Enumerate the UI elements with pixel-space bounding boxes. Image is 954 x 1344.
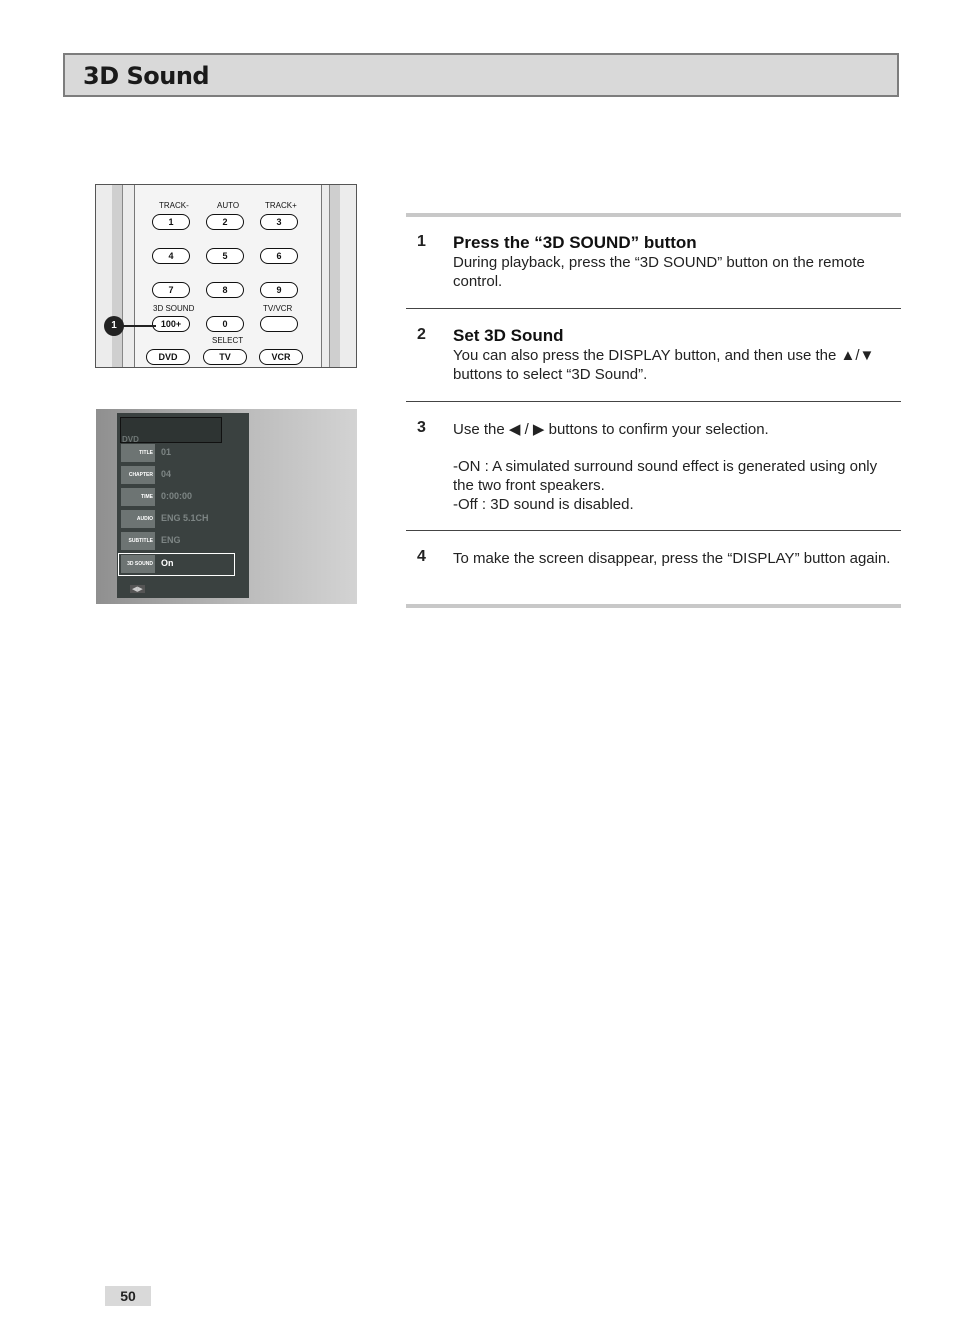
label-select: SELECT [212, 336, 244, 345]
label-track-minus: TRACK- [159, 201, 189, 210]
left-right-arrows-icon: ◀▶ [132, 586, 143, 593]
osd-value: 04 [161, 469, 172, 479]
osd-value: On [161, 558, 174, 568]
step-text: To make the screen disappear, press the “DISPLAY” button again. [453, 550, 891, 567]
step-number: 3 [417, 419, 426, 436]
step-option-on: -ON : A simulated surround sound effect is generated using only the two front speakers. [453, 458, 878, 494]
remote-body [134, 184, 322, 368]
step-content [453, 326, 893, 384]
step-content [453, 549, 893, 568]
step-1 [406, 217, 901, 308]
osd-value: ENG 5.1CH [161, 513, 209, 523]
remote-button-tv: TV [203, 349, 247, 365]
page-number: 50 [105, 1286, 151, 1306]
chapter-icon: CHAPTER [121, 466, 155, 484]
subtitle-icon: SUBTITLE [121, 532, 155, 550]
step-number: 4 [417, 548, 426, 565]
step-option-off: -Off : 3D sound is disabled. [453, 496, 634, 513]
step-text: You can also press the DISPLAY button, and then use the ▲/▼ buttons to select “3D Sound”. [453, 347, 875, 383]
remote-button-1: 1 [152, 214, 190, 230]
remote-button-3d-sound: 100+ [152, 316, 190, 332]
step-2 [406, 309, 901, 401]
remote-button-7: 7 [152, 282, 190, 298]
audio-icon: AUDIO [121, 510, 155, 528]
step-text: Use the ◀ / ▶ buttons to confirm your selection. [453, 421, 769, 438]
step-text: During playback, press the “3D SOUND” button on the remote control. [453, 254, 865, 290]
clock-icon: TIME [121, 488, 155, 506]
osd-source-label: DVD [122, 435, 139, 444]
osd-value: ENG [161, 535, 181, 545]
remote-button-6: 6 [260, 248, 298, 264]
osd-row-time [119, 487, 235, 507]
step-title: Press the “3D SOUND” button [453, 233, 697, 252]
osd-screenshot [96, 409, 357, 604]
remote-button-3: 3 [260, 214, 298, 230]
3d-sound-icon: 3D SOUND [121, 555, 155, 573]
step-4 [406, 531, 901, 604]
step-number: 1 [417, 233, 426, 250]
remote-button-2: 2 [206, 214, 244, 230]
remote-button-4: 4 [152, 248, 190, 264]
page-title: 3D Sound [83, 62, 210, 90]
callout-pointer [122, 325, 156, 327]
title-bar [63, 53, 899, 97]
osd-menu [117, 413, 249, 598]
osd-row-title [119, 443, 235, 463]
step-3 [406, 402, 901, 530]
label-track-plus: TRACK+ [265, 201, 297, 210]
step-number: 2 [417, 326, 426, 343]
step-content [453, 233, 893, 291]
steps-list [406, 213, 901, 608]
remote-button-5: 5 [206, 248, 244, 264]
remote-illustration [95, 184, 357, 368]
osd-value: 0:00:00 [161, 491, 193, 501]
osd-row-audio [119, 509, 235, 529]
osd-value: 01 [161, 447, 172, 457]
remote-button-0: 0 [206, 316, 244, 332]
remote-edge-right [329, 185, 340, 368]
remote-button-vcr: VCR [259, 349, 303, 365]
remote-button-9: 9 [260, 282, 298, 298]
callout-marker: 1 [104, 316, 124, 336]
remote-edge-left [112, 185, 123, 368]
step-title: Set 3D Sound [453, 326, 564, 345]
remote-button-8: 8 [206, 282, 244, 298]
label-tv-vcr: TV/VCR [263, 304, 293, 313]
label-auto: AUTO [217, 201, 240, 210]
osd-row-subtitle [119, 531, 235, 551]
label-3d-sound: 3D SOUND [153, 304, 195, 313]
osd-row-3d-sound [118, 553, 235, 576]
remote-button-dvd: DVD [146, 349, 190, 365]
step-content [453, 420, 893, 514]
remote-button-tv-vcr [260, 316, 298, 332]
divider-bottom [406, 604, 901, 608]
title-icon: TITLE [121, 444, 155, 462]
osd-row-chapter [119, 465, 235, 485]
